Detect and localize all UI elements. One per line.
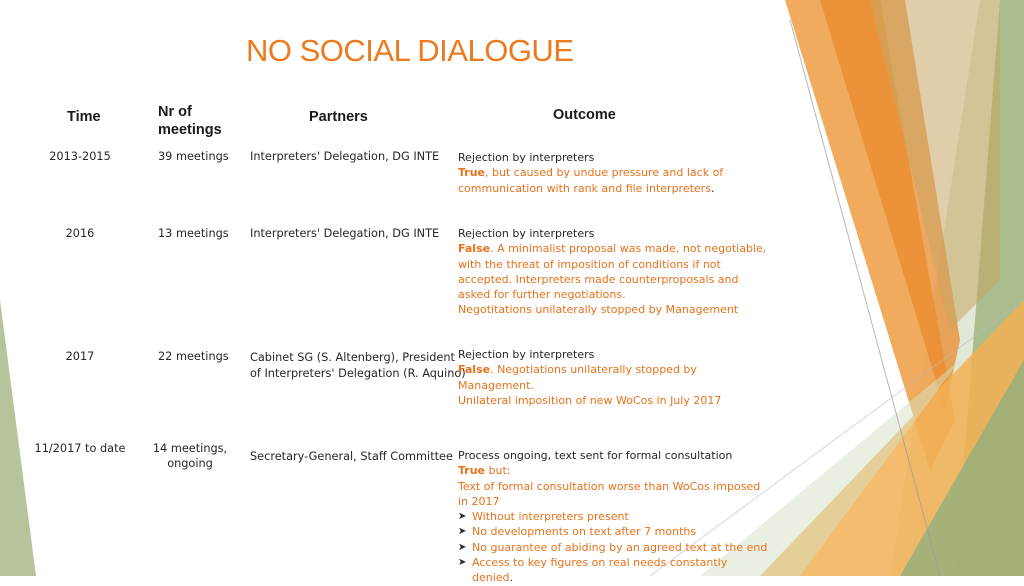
header-meetings-line1: Nr of <box>158 104 192 120</box>
row1-outcome <box>458 150 768 196</box>
row3-partners <box>250 350 466 381</box>
row2-verdict-text: . A minimalist proposal was made, not negotiable, with the threat of imposition of conditions if not accepted. Interpreters made counterproposals and asked for further negotiations. <box>458 242 767 302</box>
row4-meetings-line1: 14 meetings, <box>152 442 228 455</box>
row3-meetings: 22 meetings <box>158 350 229 363</box>
row3-outcome-detail <box>458 362 768 393</box>
page-title: NO SOCIAL DIALOGUE <box>246 33 574 68</box>
row4-bullet-3: ➤ No guarantee of abiding by an agreed text at the end <box>458 540 768 554</box>
row2-outcome-intro: Rejection by interpreters <box>458 227 595 240</box>
row1-verdict-end: . <box>710 181 715 195</box>
row4-outcome-detail <box>458 463 768 478</box>
row1-verdict-text: , but caused by undue pressure and lack of communication with rank and file interpreters <box>458 166 724 195</box>
row2-outcome-extra: Negotitations unilaterally stopped by Management <box>458 303 739 317</box>
header-outcome: Outcome <box>553 107 616 123</box>
row1-time: 2013-2015 <box>49 150 111 163</box>
row2-partners: Interpreters' Delegation, DG INTE <box>250 227 440 240</box>
row1-outcome-detail <box>458 165 768 196</box>
row4-verdict-text: but: <box>485 464 511 478</box>
arrow-bullet-icon: ➤ <box>458 541 467 553</box>
row4-bullet-2: ➤ No developments on text after 7 months <box>458 525 697 539</box>
row3-verdict-text: . Negotiations unilaterally stopped by Management. <box>458 363 697 392</box>
row3-verdict: False <box>458 363 491 377</box>
row2-outcome-detail <box>458 241 768 302</box>
row2-outcome <box>458 226 768 318</box>
row3-partners-line1: Cabinet SG (S. Altenberg), President <box>250 351 455 364</box>
left-green-sliver <box>0 300 36 576</box>
row4-time: 11/2017 to date <box>34 442 126 455</box>
row3-partners-line2: of Interpreters' Delegation (R. Aquino) <box>250 366 466 380</box>
row1-verdict: True <box>458 166 486 180</box>
arrow-bullet-icon: ➤ <box>458 526 467 538</box>
row4-outcome-extra: Text of formal consultation worse than WoCos imposed in 2017 <box>458 479 761 508</box>
row4-bullet-4: ➤ Access to key figures on real needs constantly denied. <box>458 556 728 585</box>
arrow-bullet-icon: ➤ <box>458 511 467 523</box>
row4-verdict: True <box>458 464 486 478</box>
header-partners: Partners <box>309 109 368 125</box>
arrow-bullet-icon: ➤ <box>458 557 467 569</box>
row3-time: 2017 <box>65 350 95 363</box>
row3-outcome-intro: Rejection by interpreters <box>458 348 595 361</box>
row1-meetings: 39 meetings <box>158 150 229 163</box>
row3-outcome <box>458 347 768 408</box>
header-meetings <box>158 103 222 139</box>
row4-bullet-1: ➤ Without interpreters present <box>458 510 629 524</box>
row4-outcome <box>458 448 768 586</box>
row2-verdict: False <box>458 242 491 256</box>
header-meetings-line2: meetings <box>158 122 222 138</box>
row1-outcome-intro: Rejection by interpreters <box>458 151 595 164</box>
row4-partners: Secretary-General, Staff Committee <box>250 450 453 463</box>
row4-meetings <box>150 441 230 471</box>
row4-meetings-line2: ongoing <box>167 457 213 470</box>
row2-time: 2016 <box>65 227 95 240</box>
row3-outcome-extra: Unilateral imposition of new WoCos in July 2017 <box>458 393 722 407</box>
row1-partners: Interpreters' Delegation, DG INTE <box>250 150 440 163</box>
header-time: Time <box>67 109 101 125</box>
row2-meetings: 13 meetings <box>158 227 229 240</box>
row4-outcome-intro: Process ongoing, text sent for formal consultation <box>458 449 733 462</box>
